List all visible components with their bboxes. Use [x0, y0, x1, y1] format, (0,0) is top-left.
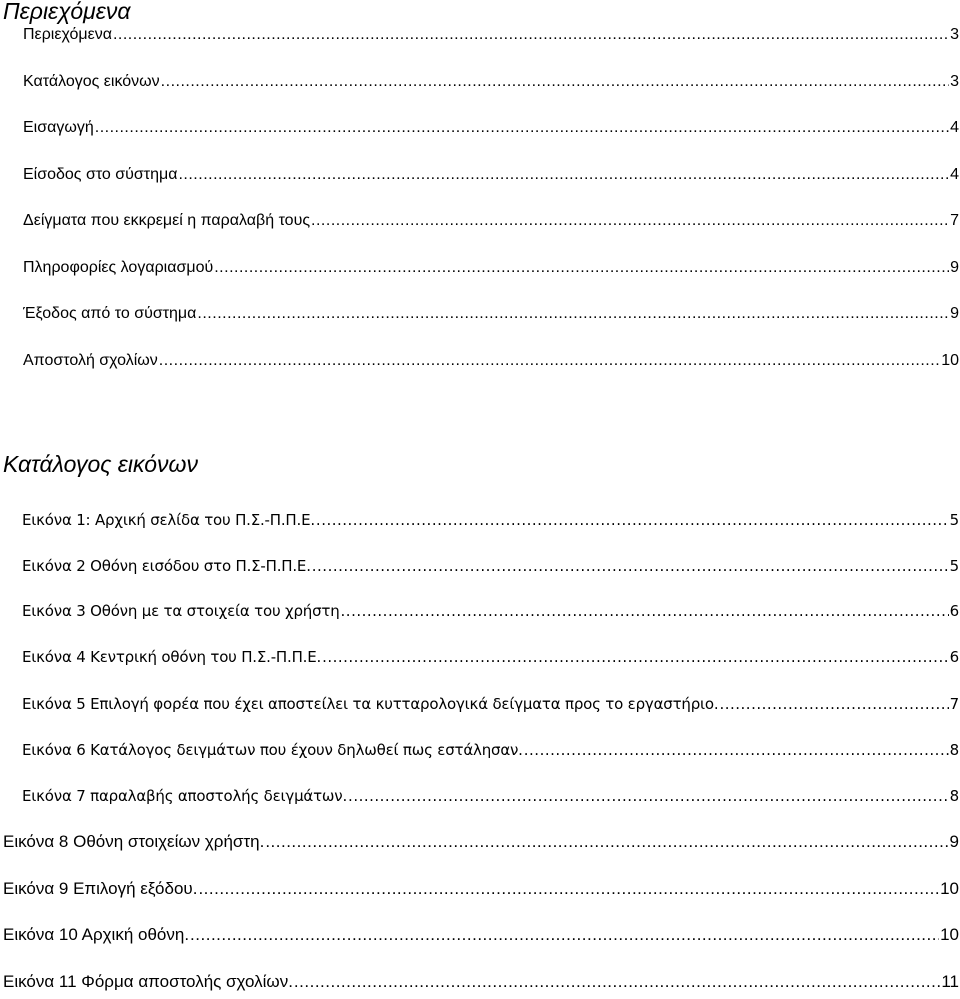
dot-leader: [113, 25, 949, 45]
toc-entry-page: 4: [950, 166, 959, 183]
dot-leader: [159, 351, 940, 371]
dot-leader: [341, 601, 949, 621]
figure-entry[interactable]: [22, 510, 959, 530]
dot-leader: [294, 972, 940, 992]
figure-entry-label: Εικόνα 6 Κατάλογος δειγμάτων που έχουν δηλωθεί πως εστάλησαν.: [22, 741, 523, 759]
toc-entry-page: 9: [950, 259, 959, 276]
figure-entry-label: Εικόνα 3 Οθόνη με τα στοιχεία του χρήστη: [22, 602, 340, 620]
toc-entry-label: Είσοδος στο σύστημα: [23, 166, 178, 183]
dot-leader: [190, 925, 939, 945]
figure-entry-page: 5: [949, 557, 959, 575]
dot-leader: [197, 304, 949, 324]
toc-entry-label: Περιεχόμενα: [23, 26, 112, 43]
figure-entry[interactable]: [22, 740, 959, 760]
dot-leader: [178, 165, 949, 185]
dot-leader: [322, 647, 949, 667]
dot-leader: [719, 694, 948, 714]
dot-leader: [311, 211, 949, 231]
dot-leader: [524, 740, 949, 760]
toc-entry-label: Εισαγωγή: [23, 119, 94, 136]
toc-entry-page: 9: [950, 305, 959, 322]
figure-entry[interactable]: [3, 925, 959, 945]
dot-leader: [316, 510, 949, 530]
figure-entry-label: Εικόνα 1: Αρχική σελίδα του Π.Σ.-Π.Π.Ε.: [22, 511, 315, 529]
dot-leader: [95, 118, 949, 138]
toc-entry-label: Δείγματα που εκκρεμεί η παραλαβή τους: [23, 212, 311, 229]
dot-leader: [348, 786, 949, 806]
figures-heading: Κατάλογος εικόνων: [3, 451, 198, 477]
figure-entry[interactable]: [3, 972, 959, 992]
figure-entry-label: Εικόνα 7 παραλαβής αποστολής δειγμάτων.: [22, 787, 348, 805]
toc-entry-label: Κατάλογος εικόνων: [23, 73, 160, 90]
figure-entry-page: 6: [949, 602, 959, 620]
toc-entry-page: 10: [941, 352, 959, 369]
figure-entry-page: 8: [949, 787, 959, 805]
toc-entry-label: Πληροφορίες λογαριασμού: [23, 259, 214, 276]
figure-entry-page: 10: [940, 879, 959, 898]
toc-entry-label: Αποστολή σχολίων: [23, 352, 158, 369]
toc-entry-page: 7: [950, 212, 959, 229]
figure-entry-page: 11: [941, 972, 959, 991]
toc-entry-page: 4: [950, 119, 959, 136]
toc-entry[interactable]: [23, 72, 959, 92]
figure-entry-label: Εικόνα 8 Οθόνη στοιχείων χρήστη.: [3, 832, 265, 851]
toc-heading: Περιεχόμενα: [3, 0, 131, 24]
toc-entry-page: 3: [950, 73, 959, 90]
figure-entry-page: 10: [940, 925, 959, 944]
figure-entry-page: 9: [949, 832, 959, 851]
figure-entry-label: Εικόνα 5 Επιλογή φορέα που έχει αποστείλει τα κυτταρολογικά δείγματα προς το εργαστήριο.: [22, 695, 719, 713]
toc-entry-page: 3: [950, 26, 959, 43]
figure-entry-label: Εικόνα 10 Αρχική οθόνη.: [3, 925, 190, 944]
dot-leader: [312, 556, 949, 576]
dot-leader: [161, 72, 949, 92]
toc-entry[interactable]: [23, 118, 959, 138]
figure-entry[interactable]: [22, 694, 959, 714]
toc-entry[interactable]: [23, 211, 959, 231]
dot-leader: [265, 832, 948, 852]
toc-entry[interactable]: [23, 165, 959, 185]
figure-entry-label: Εικόνα 9 Επιλογή εξόδου.: [3, 879, 198, 898]
dot-leader: [214, 258, 949, 278]
figure-entry-page: 5: [949, 511, 959, 529]
figure-entry-page: 8: [949, 741, 959, 759]
dot-leader: [198, 879, 939, 899]
figure-entry[interactable]: [22, 556, 959, 576]
toc-entry[interactable]: [23, 304, 959, 324]
figure-entry[interactable]: [22, 786, 959, 806]
figure-entry-page: 7: [949, 695, 959, 713]
figure-entry[interactable]: [3, 879, 959, 899]
toc-entry-label: Έξοδος από το σύστημα: [23, 305, 197, 322]
toc-entry[interactable]: [23, 351, 959, 371]
figure-entry-page: 6: [949, 648, 959, 666]
figure-entry[interactable]: [22, 601, 959, 621]
figure-entry-label: Εικόνα 4 Κεντρική οθόνη του Π.Σ.-Π.Π.Ε.: [22, 648, 322, 666]
figure-entry[interactable]: [3, 832, 959, 852]
toc-entry[interactable]: [23, 258, 959, 278]
figure-entry[interactable]: [22, 647, 959, 667]
toc-entry[interactable]: [23, 25, 959, 45]
figure-entry-label: Εικόνα 2 Οθόνη εισόδου στο Π.Σ-Π.Π.Ε.: [22, 557, 311, 575]
figure-entry-label: Εικόνα 11 Φόρμα αποστολής σχολίων.: [3, 972, 293, 991]
